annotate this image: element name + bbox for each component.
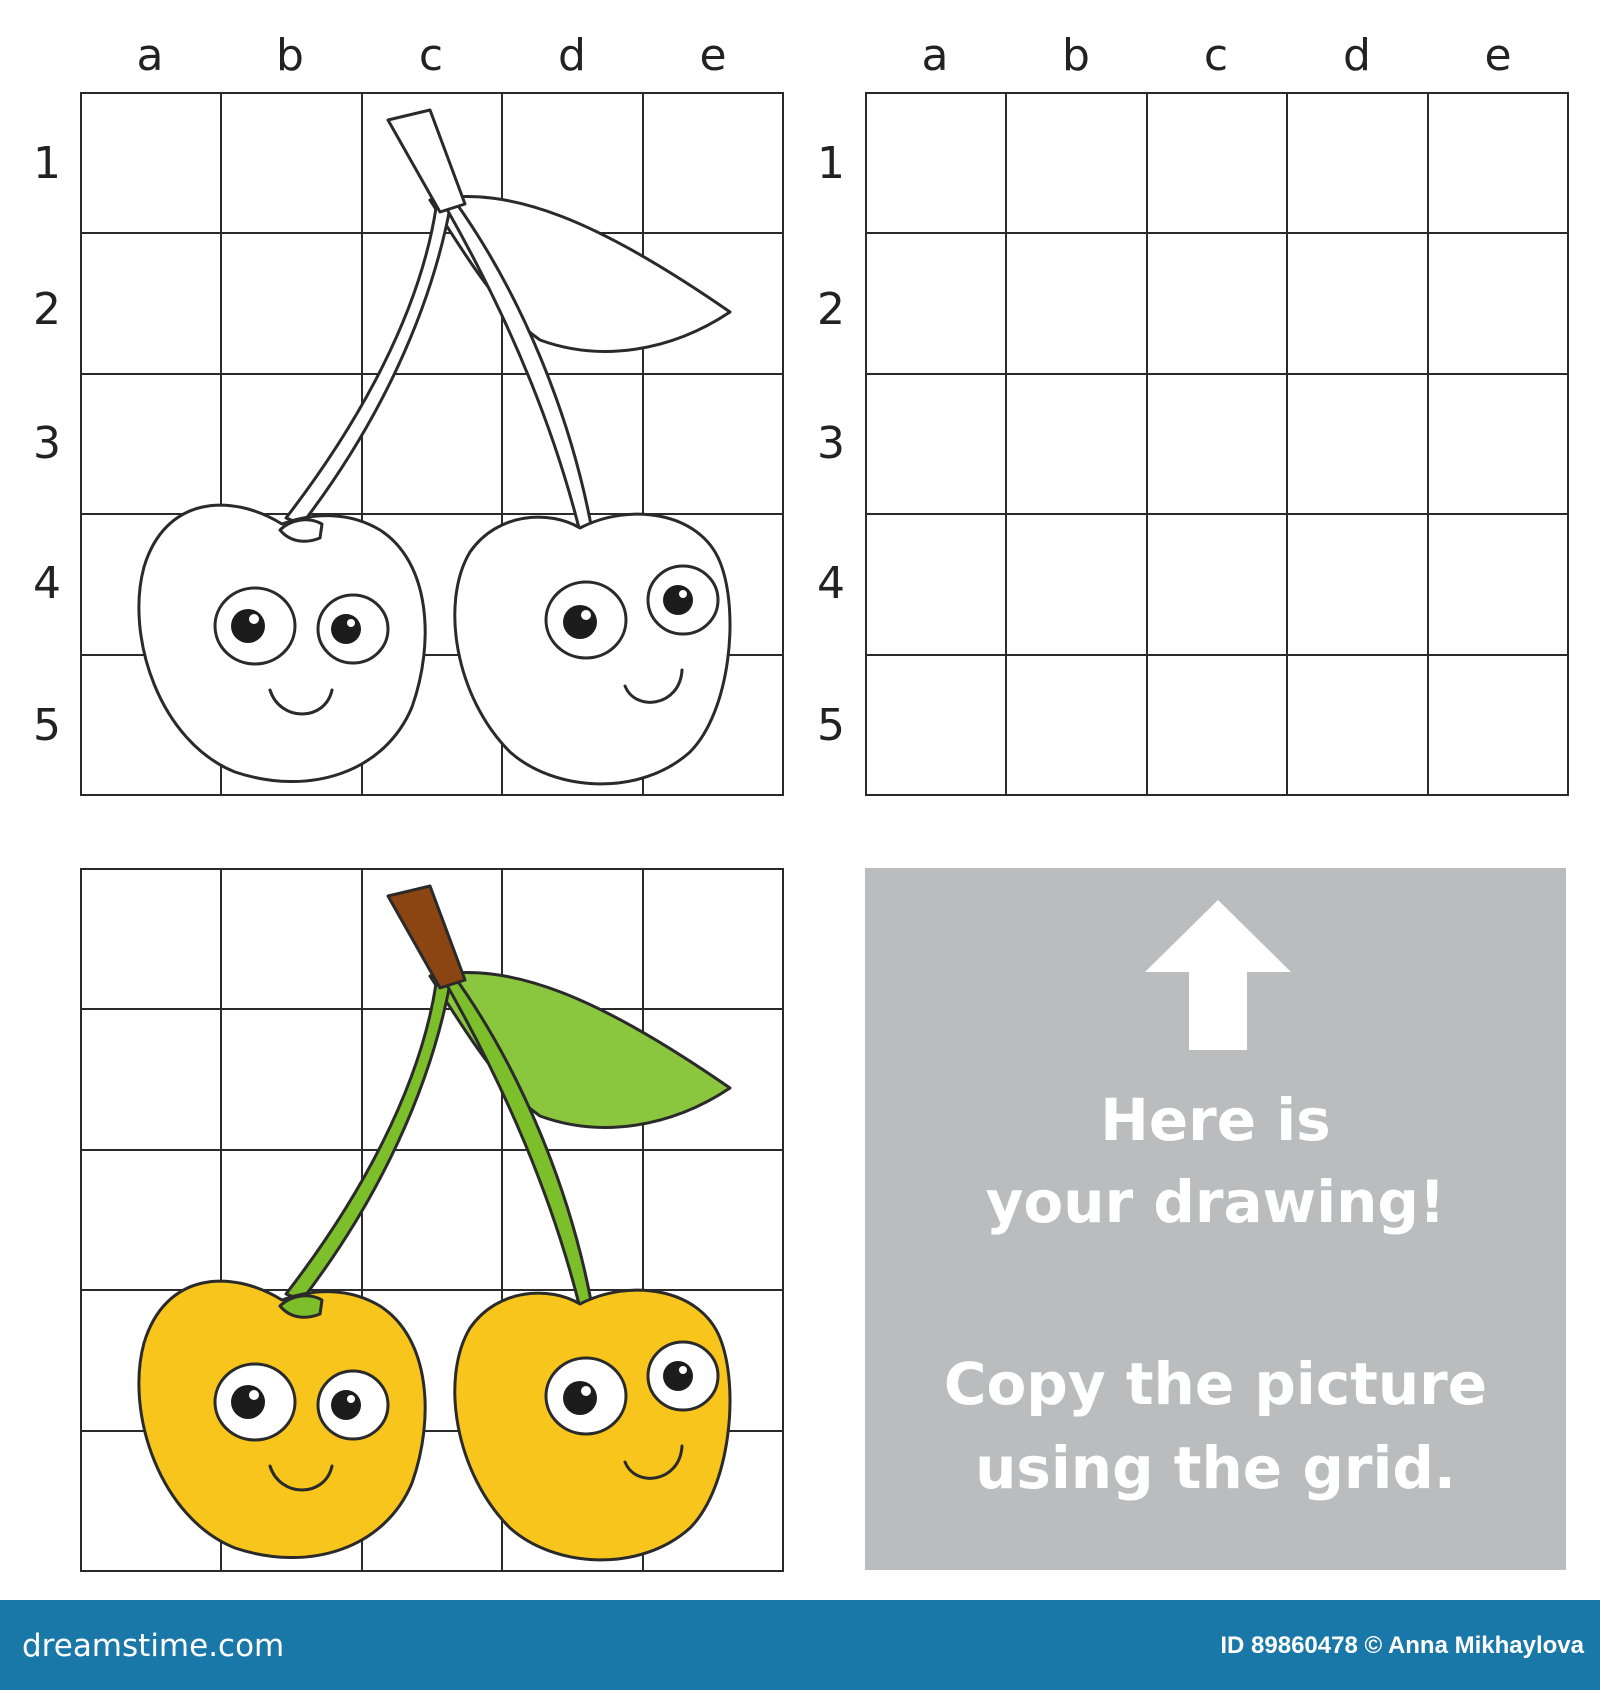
outline-left-stem [286, 208, 450, 524]
panel-instruction-line-1: Copy the picture [943, 1350, 1488, 1418]
outline-stem-tip [388, 110, 465, 212]
row-label-2: 2 [33, 284, 61, 335]
row-label-2: 2 [817, 284, 845, 335]
row-label-3: 3 [33, 418, 61, 469]
column-label-c: c [1203, 30, 1229, 81]
outline-cherry [139, 110, 730, 784]
grid-lines [866, 93, 1568, 795]
row-label-3: 3 [817, 418, 845, 469]
column-label-d: d [1343, 30, 1371, 81]
instruction-panel [865, 868, 1566, 1570]
up-arrow-icon [1145, 900, 1291, 1050]
panel-title-line-2: your drawing! [985, 1168, 1446, 1236]
row-label-4: 4 [33, 558, 61, 609]
stem-tip [388, 886, 465, 988]
outline-leaf [430, 196, 730, 351]
column-label-b: b [276, 30, 304, 81]
row-label-1: 1 [817, 138, 845, 189]
column-label-b: b [1062, 30, 1090, 81]
column-label-c: c [418, 30, 444, 81]
column-label-a: a [921, 30, 949, 81]
outline-drawing-grid [80, 92, 785, 797]
footer-bar [0, 1600, 1600, 1690]
colored-cherry [139, 886, 730, 1560]
left-stem [286, 984, 450, 1300]
panel-instruction-line-2: using the grid. [975, 1434, 1456, 1502]
column-label-e: e [699, 30, 727, 81]
panel-title-line-1: Here is [1100, 1086, 1331, 1154]
footer-site-link[interactable]: dreamstime.com [22, 1628, 285, 1664]
empty-drawing-grid [865, 92, 1570, 797]
row-label-4: 4 [817, 558, 845, 609]
row-label-5: 5 [817, 700, 845, 751]
row-label-1: 1 [33, 138, 61, 189]
colored-example-grid [80, 868, 785, 1573]
footer-credit: ID 89860478 © Anna Mikhaylova [1220, 1632, 1584, 1659]
column-label-e: e [1484, 30, 1512, 81]
leaf-shape [430, 972, 730, 1127]
column-label-d: d [558, 30, 586, 81]
row-label-5: 5 [33, 700, 61, 751]
column-label-a: a [136, 30, 164, 81]
